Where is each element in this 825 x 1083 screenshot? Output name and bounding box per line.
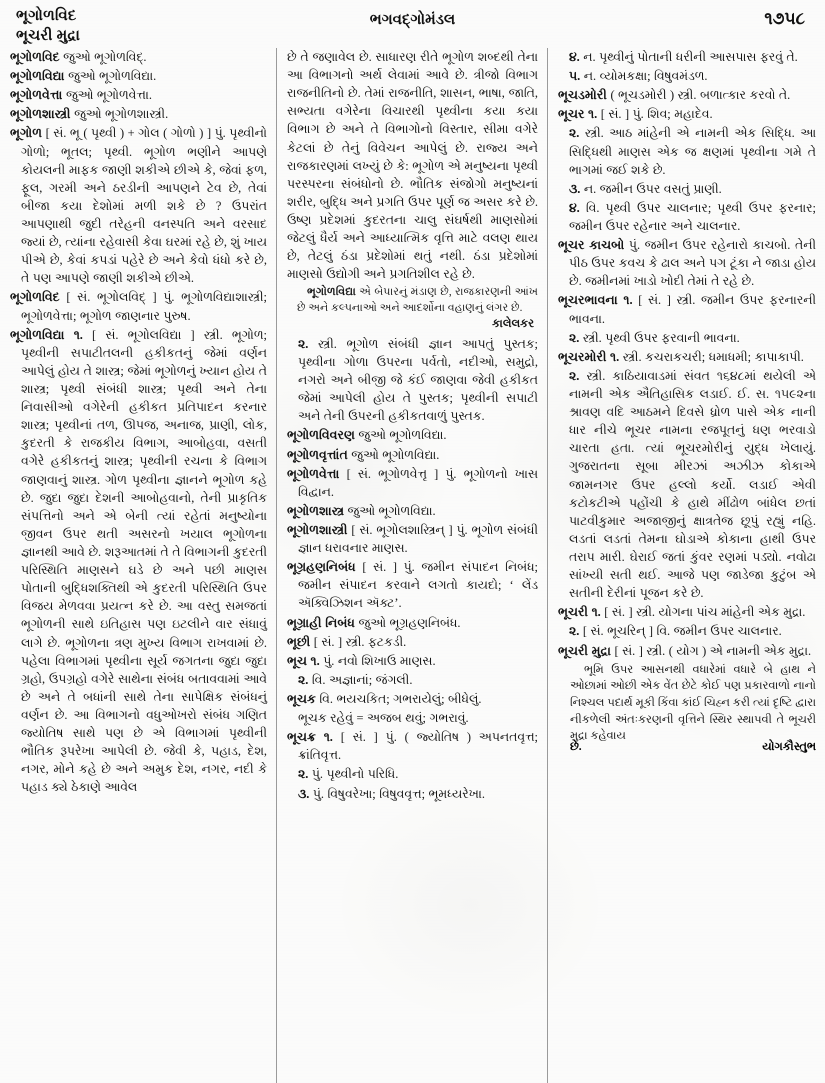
sense-number: ૪. bbox=[569, 200, 580, 215]
entry-definition: [ સં. ] સ્ત્રી. જમીન ઉપર ફરનારની ભાવના. bbox=[569, 293, 817, 326]
entry-headword: ભૂગોળવિવરણ bbox=[287, 428, 355, 443]
illustrative-passage: ભૂમિ ઉપર આસનથી વધારેમાં વધારે બે હાથ ને ઓછામાં ઓછી એક વેંત છેટે કોઈ પણ પ્રકારવાળો નાનો નિશ્ચલ પદાર્થ મૂકી કિંવા કાંઈ ચિહ્ન કરી ત્યાં દૃષ્ટિ દ્વારા નીકળેલી અંતઃકરણની વૃત્તિને સ્થિર સ્થાપવી તે ભૂચરી મુદ્રા કહેવાય bbox=[570, 663, 816, 743]
entry-headword: ભૂગોળવિદ bbox=[10, 50, 60, 64]
book-title: ભગવદ્ગોમંડલ bbox=[369, 12, 456, 28]
sense-number: ૧. bbox=[323, 730, 333, 745]
page-number: ૧૭૫૮ bbox=[764, 9, 805, 28]
entry-definition: [ સં. ભૂચરિન્ ] વિ. જમીન ઉપર ચાલનાર. bbox=[582, 624, 782, 639]
entry-sense bbox=[558, 199, 816, 235]
dictionary-entry bbox=[287, 614, 538, 632]
entry-headword: ભૂચક bbox=[287, 692, 316, 706]
dictionary-entry bbox=[558, 291, 816, 327]
text-column-2 bbox=[276, 48, 548, 1083]
sense-number: ૩. bbox=[569, 181, 581, 196]
entry-headword: ભૂગોળવિદ્યા bbox=[10, 327, 65, 342]
entry-definition: [ સં. ] સ્ત્રી. યોગના પાંચ માંહેની એક મુદ્રા. bbox=[604, 605, 806, 620]
dictionary-entry bbox=[10, 48, 267, 66]
dictionary-entry bbox=[287, 690, 538, 708]
sense-number: ૧. bbox=[588, 107, 598, 122]
entry-headword: ભૂગોળવેત્તા bbox=[287, 466, 340, 481]
entry-definition: પું. વિષુવરેખા; વિષુવવૃત્ત; ભૂમધ્યરેખા. bbox=[312, 786, 485, 801]
entry-sense bbox=[287, 709, 538, 727]
entry-definition: જુઓ ભૂગોળવિદ્યા. bbox=[68, 69, 157, 84]
entry-headword: ભૂચ bbox=[287, 653, 308, 668]
sense-number: ૨. bbox=[298, 767, 309, 782]
dictionary-entry bbox=[287, 633, 538, 651]
entry-headword: ભૂગોળ bbox=[10, 126, 43, 141]
entry-definition: જુઓ ભૂગોળવિદ્યા. bbox=[358, 428, 447, 443]
entry-headword: ભૂચરભાવના bbox=[558, 293, 618, 308]
entry-definition: સ્ત્રી. કાઠિયાવાડમાં સંવત ૧૬૪૮માં થયેલી એ નામની એક ઐતિહાસિક લડાઈ. ઈ. સ. ૧૫૯૨ના શ્રાવણ વદિ આઠમને દિવસે ધ્રોળ પાસે એક નાની ધાર નીચે ભૂચર નામના રજપૂતનું ધણ ભરવાડો ચારતા હતા. ત્યાં ભૂચરમોરીનું યુદ્ધ ખેલાયું. ગુજરાતના સૂબા મીરઝાં અઝીઝ કોકાએ જામનગર ઉપર હલ્લો કર્યો. લડાઈ એવી કટોકટીએ પહોંચી કે હાથે મીંઢોળ બાંધેલ છતાં પાટવીકુમાર અજાજીનું ક્ષાત્રતેજ છૂપું રહ્યું નહિ. લડતાં લડતાં તેમના ઘોડાએ કોકાના હાથી ઉપર તરાપ મારી. ઘેરાઈ જતાં કુંવર રણમાં પડ્યો. નવોઢા સાંખ્યી સતી થઈ. આજે પણ જાડેજા કુટુંબ એ સતીની દેરીનાં પૂજન કરે છે. bbox=[569, 368, 816, 601]
entry-definition: જુઓ ભૂગોળવિદ્યા. bbox=[351, 447, 440, 462]
quotation-attribution: કાલેલકર bbox=[492, 317, 534, 330]
entry-definition: પું. જમીન ઉપર રહેનારો કાચબો. તેની પીઠ ઉપર કવચ કે ઢાલ અને પગ ટૂંકા ને જાડા હોય છે. જમીનમાં ખાડો ખોદી તેમાં તે રહે છે. bbox=[569, 238, 817, 289]
dictionary-entry bbox=[558, 603, 816, 621]
sense-number: ૪. bbox=[569, 50, 580, 64]
sense-number: ૩. bbox=[298, 786, 310, 801]
entry-sense bbox=[287, 671, 538, 689]
sense-number: ૨. bbox=[298, 336, 309, 351]
running-head-left-line2: ભૂચરી મુદ્રા bbox=[16, 27, 81, 44]
dictionary-entry bbox=[287, 521, 538, 557]
sense-number: ૧. bbox=[310, 653, 320, 668]
entry-definition: જુઓ ભૂગોળવિદ્યા. bbox=[347, 503, 436, 518]
entry-definition: [ સં. ભૂગોલવિદ્ ] પું. ભૂગોળવિદ્યાશાસ્ત્રી; ભૂગોળવેત્તા; ભૂગોળ જાણનાર પુરુષ. bbox=[21, 290, 267, 323]
sense-number: ૧. bbox=[591, 605, 601, 620]
entry-headword: ભૂચર કાચબો bbox=[558, 238, 625, 253]
dictionary-entry bbox=[10, 67, 267, 85]
entry-headword: ભૂગોળવિદ bbox=[10, 290, 60, 305]
entry-definition: સ્ત્રી. પૃથ્વી ઉપર ફરવાની ભાવના. bbox=[582, 330, 740, 345]
dictionary-entry bbox=[558, 642, 816, 660]
entry-definition: જુઓ ભૂગ્રહણનિબંધ. bbox=[358, 615, 461, 630]
entry-definition: [ સં. ] સ્ત્રી. ફટકડી. bbox=[313, 634, 407, 649]
entry-sense bbox=[287, 765, 538, 783]
entry-definition: જુઓ ભૂગોળવેત્તા. bbox=[65, 88, 152, 103]
entry-definition: ન. પૃથ્વીનું પોતાની ધરીની આસપાસ ફરવું તે. bbox=[583, 50, 798, 64]
sense-number: ૧. bbox=[623, 293, 633, 308]
sense-number: ૫. bbox=[569, 69, 581, 84]
entry-definition: જુઓ ભૂગોળવિદ્. bbox=[63, 50, 147, 64]
sense-number: ૧. bbox=[73, 327, 83, 342]
dictionary-entry bbox=[558, 105, 816, 123]
entry-headword: ભૂગ્રાહી નિબંધ bbox=[287, 615, 355, 630]
entry-definition: છે તે જણાવેલ છે. સાધારણ રીતે ભૂગોળ શબ્દથી તેના આ વિભાગનો અર્થ લેવામાં આવે છે. ત્રીજો વિભાગ રાજનીતિનો છે. તેમાં રાજનીતિ, શાસન, ભાષા, જાતિ, સભ્યતા વગેરેના વિચારથી પૃથ્વીના કયા કયા વિભાગ છે અને તે વિભાગોનો વિસ્તાર, સીમા વગેરે કેટલાં છે તેનું વિવેચન આપેલું છે. રાજ્ય અને રાજકારણમાં લખ્યું છે કે: ભૂગોળ એ મનુષ્યના પૃથ્વી પરસ્પરના સંબંધોનો છે. ભૌતિક સંજોગો મનુષ્યનાં શરીર, બુદ્ધિ અને પ્રગતિ ઉપર પૂર્ણ જ અસર કરે છે. ઉષ્ણ પ્રદેશમાં કુદરતના ચાલુ સંઘર્ષથી માણસોમાં જેટલું ધૈર્ય અને આધ્યાત્મિક વૃત્તિ માટે વલણ થાય છે, તેટલું ઠંડા પ્રદેશોમાં થતું નથી. ઠંડા પ્રદેશોમાં માણસો ઉદ્યોગી અને પ્રગતિશીલ રહે છે. bbox=[287, 50, 538, 282]
entry-sense bbox=[558, 622, 816, 640]
entry-definition: સ્ત્રી. ભૂગોળ સંબંધી જ્ઞાન આપતું પુસ્તક; પૃથ્વીના ગોળા ઉપરના પર્વતો, નદીઓ, સમુદ્રો, નગરો અને બીજી જે કંઈ જાણવા જેવી હકીકત જેમાં આપેલી હોય તે પુસ્તક; પૃથ્વીની સપાટી અને તેની ઉપરની હકીકતવાળું પુસ્તક. bbox=[298, 336, 538, 424]
entry-definition: જુઓ ભૂગોળશાસ્ત્રી. bbox=[74, 107, 169, 122]
dictionary-entry bbox=[287, 652, 538, 670]
entry-definition: [ સં. ] સ્ત્રી. ( યોગ ) એ નામની એક મુદ્રા. bbox=[614, 643, 812, 658]
dictionary-entry bbox=[10, 124, 267, 287]
entry-headword: ભૂચક્ર bbox=[287, 730, 316, 745]
entry-headword: ભૂગોળવેત્તા bbox=[10, 88, 63, 103]
dictionary-entry bbox=[558, 348, 816, 366]
dictionary-entry bbox=[10, 86, 267, 104]
entry-headword: ભૂગોળશાસ્ત્રી bbox=[287, 523, 348, 538]
entry-definition: ( ભૂચડમોરી ) સ્ત્રી. બળાત્કાર કરવો તે. bbox=[610, 88, 791, 103]
entry-sense bbox=[558, 48, 816, 66]
entry-definition: વિ. પૃથ્વી ઉપર ચાલનાર; પૃથ્વી ઉપર ફરનાર; જમીન ઉપર રહેનાર અને ચાલનાર. bbox=[569, 200, 816, 233]
entry-definition: [ સં. ભૂ ( પૃથ્વી ) + ગોલ ( ગોળો ) ] પું. પૃથ્વીનો ગોળો; ભૂતલ; પૃથ્વી. ભૂગોળ ભણીને આપણે કોયલની માફક જાણી શકીએ છીએ કે, જેવાં ફળ, ફૂલ, ગરમી અને ઠરડીની આપણને ટેવ છે, તેવાં બીજા કયા દેશોમાં મળી શકે છે ? ઉપરાંત આપણાથી જુદી તરેહની વનસ્પતિ અને વરસાદ જ્યાં છે, ત્યાંના રહેવાસી કેવા ઘરમાં રહે છે, શું ખાય પીએ છે, કેવાં કપડાં પહેરે છે અને કેવો ધંધો કરે છે, તે પણ આપણે જાણી શકીએ છીએ. bbox=[21, 126, 268, 286]
sense-number: ૨. bbox=[298, 672, 309, 687]
text-column-1 bbox=[0, 48, 276, 1083]
entry-definition: [ સં. ] પું. શિવ; મહાદેવ. bbox=[600, 107, 713, 122]
quotation-text: એ બેપારનું મંડાણ છે, રાજકારણની આંખ છે અને કલ્પનાઓ અને આદર્શોના વહાણનું લંગર છે. bbox=[297, 286, 538, 315]
dictionary-entry bbox=[287, 558, 538, 612]
entry-headword: ભૂગોળવૃત્તાંત bbox=[287, 447, 348, 462]
entry-headword: ભૂછી bbox=[287, 634, 311, 649]
dictionary-entry bbox=[558, 236, 816, 290]
dictionary-entry bbox=[287, 446, 538, 464]
entry-definition: ભૂચક રહેવું = અજબ થવું; ગભરાવું. bbox=[298, 711, 469, 726]
entry-sense bbox=[558, 124, 816, 178]
entry-definition: પું. નવો શિખાઉ માણસ. bbox=[323, 653, 436, 668]
entry-definition: [ સં. ] પું. ( જ્યોતિષ ) અપનતવૃત્ત; ક્રાંતિવૃત્ત. bbox=[298, 730, 538, 763]
entry-definition: ન. વ્યોમકક્ષા; વિષુવમંડળ. bbox=[583, 69, 708, 84]
entry-headword: ભૂચડમોરી bbox=[558, 88, 607, 103]
dictionary-entry bbox=[287, 426, 538, 444]
entry-sense bbox=[558, 180, 816, 198]
entry-sense bbox=[558, 367, 816, 602]
column-carryover-text bbox=[287, 48, 538, 283]
entry-definition: [ સં. ભૂગોલવિદ્યા ] સ્ત્રી. ભૂગોળ; પૃથ્વીની સપાટીતલની હકીકતનું જેમાં વર્ણન આપેલું હોય તે શાસ્ત્ર; જેમાં ભૂગોળનું ખ્યાન હોય તે શાસ્ત્ર; પૃથ્વી સંબંધી શાસ્ત્ર; પૃથ્વી અને તેના નિવાસીઓ વગેરેની હકીકત પ્રતિપાદન કરનાર શાસ્ત્ર; પૃથ્વીનાં તળ, ઊપજ, અનાજ, પ્રાણી, લોક, કુદરતી કે રાજકીય વિભાગ, આબોહવા, વસતી વગેરે હકીકતનું શાસ્ત્ર; પૃથ્વીની રચના કે વિભાગ જાણવાનું શાસ્ત્ર. ગોળ પૃથ્વીના જ્ઞાનને ભૂગોળ કહે છે. જુદા જુદા દેશની આબોહવાનો, તેની પ્રાકૃતિક સંપત્તિનો અને એ બેની ત્યાં રહેતાં મનુષ્યોના જીવન ઉપર થતી અસરનો ખયાલ ભૂગોળના જ્ઞાનથી આવે છે. શરૂઆતમાં તે તે વિભાગની કુદરતી પરિસ્થિતિ માણસને ઘડે છે અને પછી માણસ પોતાની બુદ્ધિશક્તિથી એ કુદરતી પરિસ્થિતિ ઉપર વિજય મેળવવા પ્રયત્ન કરે છે. આ વસ્તુ સમજતાં ભૂગોળની સાથે ઇતિહાસ પણ ઇટલીને વાર સંધાવું લાગે છે. ભૂગોળના ત્રણ મુખ્ય વિભાગ રાખવામાં છે. પહેલા વિભાગમાં પૃથ્વીના સૂર્ય જગતના જુદા જુદા ગ્રહો, ઉપગ્રહો વગેરે સાથેના સંબંધ બતાવવામાં આવે છે અને તે બધાંની સાથે તેના સાપેક્ષિક સંબંધનું વર્ણન છે. આ વિભાગનો વધુઓખરો સંબંધ ગણિત જ્યોતિષ સાથે પણ છે એ વિભાગમાં પૃથ્વીની ભૌતિક રૂપરેખા આપેલી છે. જેવી કે, પહાડ, દેશ, નગર, મોને કહે છે અને અમુક દેશ, નગર, નદી કે પહાડ ક્યે ઠેકાણે આવેલ bbox=[21, 327, 267, 795]
passage-tail-text: છે. bbox=[570, 741, 582, 754]
entry-definition: [ સં. ] પું. જમીન સંપાદન નિબંધ; જમીન સંપાદન કરવાને લગતો કાયદો; ‘ લેંડ ઍક્વિઝિશન ઍક્ટ’. bbox=[298, 560, 539, 611]
dictionary-entry bbox=[558, 86, 816, 104]
entry-sense bbox=[558, 67, 816, 85]
passage-source: યોગકૌસ્તુભ bbox=[762, 741, 816, 754]
dictionary-entry bbox=[287, 502, 538, 520]
text-column-3 bbox=[548, 48, 825, 1083]
quotation-block bbox=[287, 285, 538, 317]
sense-number: ૨. bbox=[569, 368, 580, 383]
entry-sense bbox=[287, 335, 538, 426]
entry-headword: ભૂગોળવિદ્યા bbox=[10, 69, 65, 84]
running-head bbox=[0, 0, 825, 50]
entry-headword: ભૂગોળશાસ્ત્ર bbox=[287, 503, 345, 518]
entry-headword: ભૂગ્રહણનિબંધ bbox=[287, 560, 356, 575]
entry-definition: [ સં. ભૂગોળવેત્તૃ ] પું. ભૂગોળનો ખાસ વિદ્વાન. bbox=[298, 466, 538, 499]
entry-definition: ન. જમીન ઉપર વસતું પ્રાણી. bbox=[583, 181, 722, 196]
sense-number: ૨. bbox=[569, 330, 580, 345]
dictionary-entry bbox=[287, 728, 538, 764]
dictionary-entry bbox=[10, 326, 267, 797]
entry-definition: સ્ત્રી. આઠ માંહેની એ નામની એક સિદ્ધિ. આ સિદ્ધિથી માણસ એક જ ક્ષણમાં પૃથ્વીના ગમે તે ભાગમાં જઈ શકે છે. bbox=[569, 126, 817, 177]
entry-headword: ભૂચરી મુદ્રા bbox=[558, 643, 611, 658]
quotation-headword: ભૂગોળવિદ્યા bbox=[307, 286, 356, 299]
entry-headword: ભૂચરમોરી bbox=[558, 349, 607, 364]
entry-definition: સ્ત્રી. કચરાકચરી; ધમાધમી; કાપાકાપી. bbox=[622, 349, 804, 364]
entry-definition: પું. પૃથ્વીનો પરિધિ. bbox=[311, 767, 399, 782]
sense-number: ૨. bbox=[569, 624, 580, 639]
dictionary-entry bbox=[287, 465, 538, 501]
entry-headword: ભૂચર bbox=[558, 107, 585, 122]
column-container bbox=[0, 48, 825, 1083]
entry-sense bbox=[558, 329, 816, 347]
entry-headword: ભૂગોળશાસ્ત્રી bbox=[10, 107, 71, 122]
sense-number: ૧. bbox=[610, 349, 620, 364]
dictionary-entry bbox=[10, 288, 267, 324]
entry-sense bbox=[287, 785, 538, 803]
entry-definition: વિ. અજ્ઞાનાં; જંગલી. bbox=[311, 672, 413, 687]
entry-definition: વિ. ભયચકિત; ગભરાયેલું; બીધેલું. bbox=[319, 692, 482, 706]
entry-definition: [ સં. ભૂગોલશાસ્ત્રિન્ ] પું. ભૂગોળ સંબંધી જ્ઞાન ધરાવનાર માણસ. bbox=[298, 523, 538, 556]
running-head-left-line1: ભૂગોળવિદ bbox=[16, 8, 77, 24]
sense-number: ૨. bbox=[569, 126, 580, 141]
dictionary-entry bbox=[10, 105, 267, 123]
entry-headword: ભૂચરી bbox=[558, 605, 589, 620]
